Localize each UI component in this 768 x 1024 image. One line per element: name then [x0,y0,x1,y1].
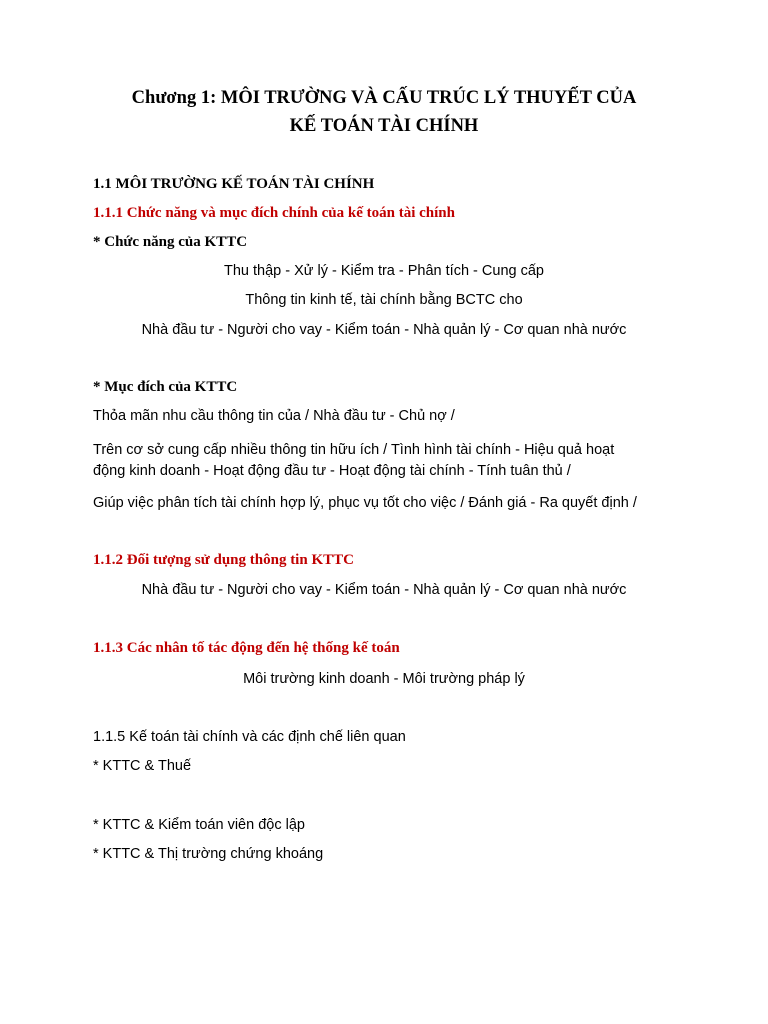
section-1-1-3-heading: 1.1.3 Các nhân tố tác động đến hệ thống kế toán [93,640,400,656]
section-1-1-heading: 1.1 MÔI TRƯỜNG KẾ TOÁN TÀI CHÍNH [93,176,375,192]
related-item-tax: * KTTC & Thuế [93,758,192,774]
functions-flow: Thu thập - Xử lý - Kiểm tra - Phân tích - Cung cấp [224,263,544,279]
functions-users: Nhà đầu tư - Người cho vay - Kiểm toán - Nhà quản lý - Cơ quan nhà nước [141,322,627,338]
purpose-item-3: Giúp việc phân tích tài chính hợp lý, phục vụ tốt cho việc / Đánh giá - Ra quyết định / [93,495,637,511]
purpose-item-2-line-2: động kinh doanh - Hoạt động đầu tư - Hoạt động tài chính - Tính tuân thủ / [93,463,571,479]
purpose-item-1: Thỏa mãn nhu cầu thông tin của / Nhà đầu tư - Chủ nợ / [93,408,455,424]
purpose-item-2-line-1: Trên cơ sở cung cấp nhiều thông tin hữu ích / Tình hình tài chính - Hiệu quả hoạt [93,442,615,458]
functions-label: * Chức năng của KTTC [93,234,248,250]
section-1-1-5-heading: 1.1.5 Kế toán tài chính và các định chế liên quan [93,729,406,745]
chapter-title-line-1: Chương 1: MÔI TRƯỜNG VÀ CẤU TRÚC LÝ THUYẾT CỦA [131,88,637,108]
accounting-factors: Môi trường kinh doanh - Môi trường pháp lý [243,671,525,687]
chapter-title-line-2: KẾ TOÁN TÀI CHÍNH [289,116,479,136]
related-item-auditor: * KTTC & Kiểm toán viên độc lập [93,817,305,833]
functions-info: Thông tin kinh tế, tài chính bằng BCTC cho [245,292,523,308]
section-1-1-1-heading: 1.1.1 Chức năng và mục đích chính của kế toán tài chính [93,205,455,221]
related-item-stock-market: * KTTC & Thị trường chứng khoáng [93,846,324,862]
purpose-label: * Mục đích của KTTC [93,379,238,395]
info-users: Nhà đầu tư - Người cho vay - Kiểm toán - Nhà quản lý - Cơ quan nhà nước [141,582,627,598]
section-1-1-2-heading: 1.1.2 Đối tượng sử dụng thông tin KTTC [93,552,354,568]
